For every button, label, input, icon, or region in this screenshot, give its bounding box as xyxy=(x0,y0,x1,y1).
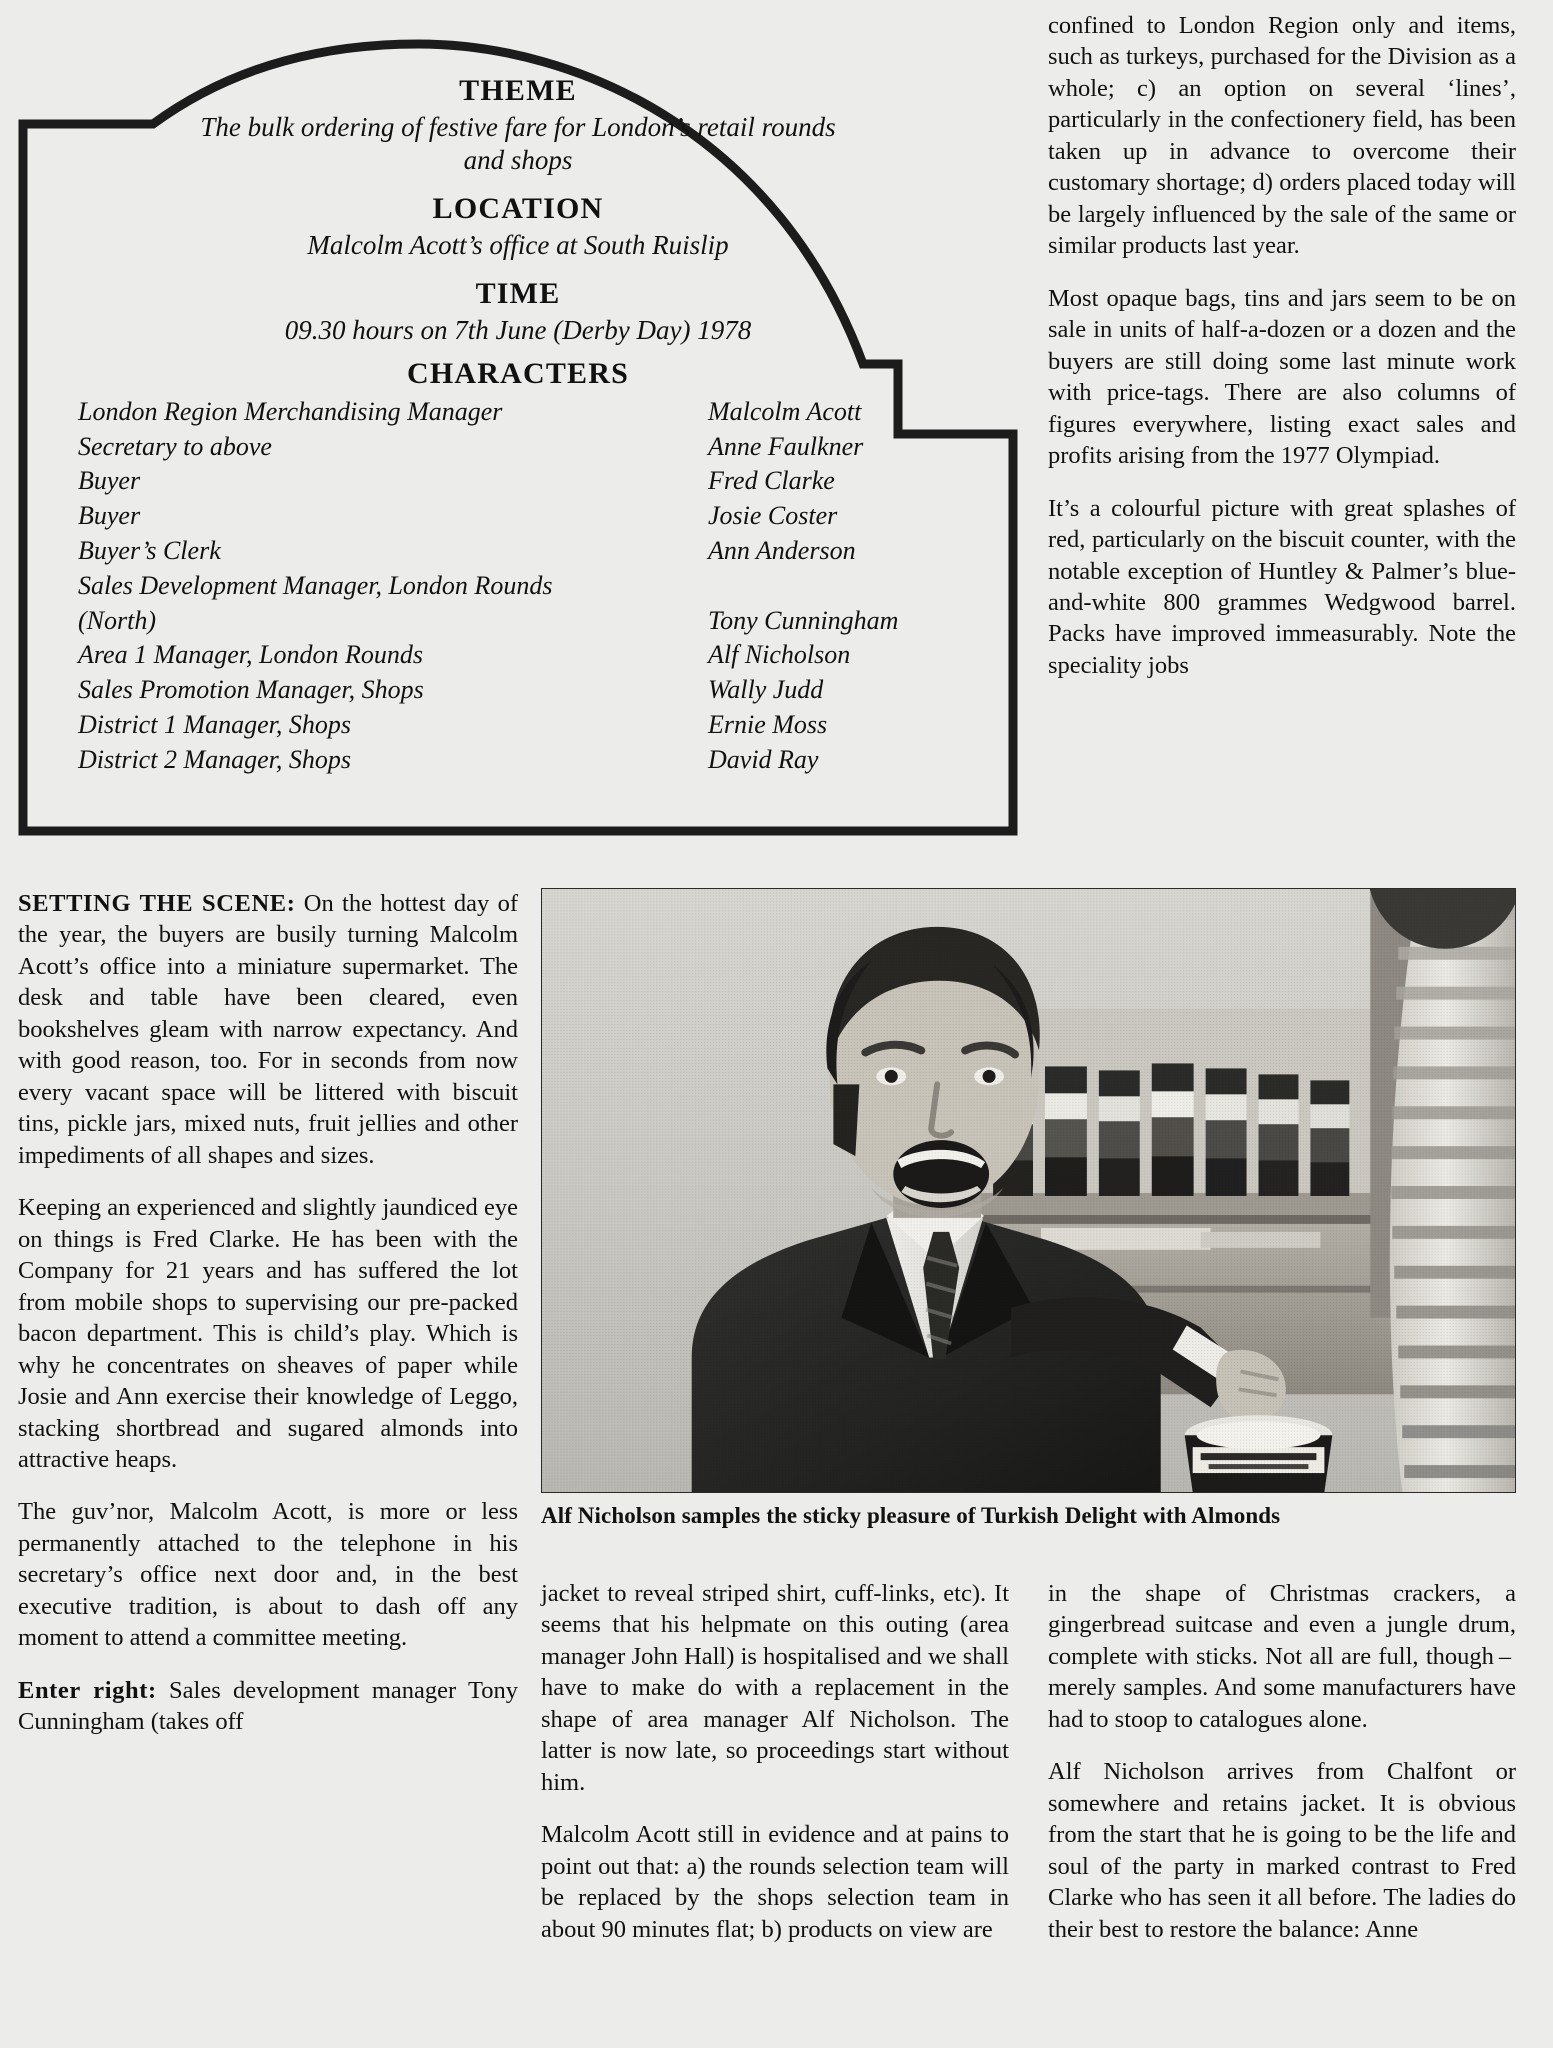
table-row xyxy=(78,395,958,430)
table-row xyxy=(78,708,958,743)
paragraph: Malcolm Acott still in evidence and at pains to point out that: a) the rounds selection team will be replaced by the shops selection team in about 90 minutes flat; b) products on view are xyxy=(541,1821,1009,1943)
playbill-box xyxy=(18,14,1018,836)
character-role: Area 1 Manager, London Rounds xyxy=(78,640,423,670)
location-text: Malcolm Acott’s office at South Ruislip xyxy=(307,229,729,260)
photo-caption: Alf Nicholson samples the sticky pleasure of Turkish Delight with Almonds xyxy=(541,1503,1281,1528)
paragraph: in the shape of Christmas crackers, a gingerbread suitcase and even a jungle drum, complete with sticks. Not all are full, though – merely samples. And some manufacturers have had to stoop to catalogues alone. xyxy=(1048,1580,1516,1733)
characters-heading: CHARACTERS xyxy=(406,356,630,390)
character-role: Secretary to above xyxy=(78,431,272,461)
photograph xyxy=(541,888,1516,1493)
paragraph: The guv’nor, Malcolm Acott, is more or less permanently attached to the telephone in his secretary’s office next door and, in the best executive tradition, is about to dash off any moment to attend a committee meeting. xyxy=(18,1498,518,1652)
photo-block xyxy=(541,888,1516,1530)
table-row xyxy=(78,743,958,778)
theme-heading: THEME xyxy=(459,74,577,107)
paragraph: jacket to reveal striped shirt, cuff-links, etc). It seems that his helpmate on this outing (area manager John Hall) is hospitalised and we shall have to make do with a replacement in the shape of area manager Alf Nicholson. The latter is now late, so proceedings start without him. xyxy=(541,1580,1009,1796)
table-row xyxy=(78,604,958,639)
character-role: (North) xyxy=(78,605,156,635)
character-role: Sales Development Manager, London Rounds xyxy=(78,570,553,600)
character-name: Fred Clarke xyxy=(708,466,835,496)
paragraph-setting-the-scene xyxy=(18,888,518,1171)
paragraph: Alf Nicholson arrives from Chalfont or somewhere and retains jacket. It is obvious from the start that he is going to be the life and soul of the party in marked contrast to Fred Clarke who has seen it all before. The ladies do their best to restore the balance: Anne xyxy=(1048,1758,1516,1943)
time-text: 09.30 hours on 7th June (Derby Day) 1978 xyxy=(284,314,752,345)
table-row xyxy=(78,638,958,673)
character-name: Tony Cunningham xyxy=(708,605,899,635)
lead-in-label-2: Enter right: xyxy=(18,1676,157,1704)
character-name: Anne Faulkner xyxy=(708,431,864,461)
bottom-right-column xyxy=(1048,1578,1516,1945)
character-role: Buyer xyxy=(78,466,141,496)
paragraph: It’s a colourful picture with great splashes of red, particularly on the biscuit counter, with the notable exception of Huntley & Palmer’s blue-and-white 800 grammes Wedgwood barrel. Packs have improved immeasurably. Note the speciality jobs xyxy=(1048,494,1516,679)
character-name: Malcolm Acott xyxy=(708,396,862,426)
top-section xyxy=(0,0,1553,860)
characters-table-body xyxy=(78,395,958,778)
left-column xyxy=(18,888,518,1738)
table-row xyxy=(78,464,958,499)
lead-in-text-2: Sales development manager Tony Cunningham (takes off xyxy=(18,1676,518,1736)
time-heading: TIME xyxy=(475,276,561,310)
table-row xyxy=(78,430,958,465)
paragraph-enter-right xyxy=(18,1675,518,1738)
character-role: District 2 Manager, Shops xyxy=(78,744,351,774)
paragraph: Keeping an experienced and slightly jaundiced eye on things is Fred Clarke. He has been with the Company for 21 years and has suffered the lot from mobile shops to supervising our pre-packed bacon department. This is child’s play. Which is why he concentrates on sheaves of paper while Josie and Ann exercise their knowledge of Leggo, stacking shortbread and sugared almonds into attractive heaps. xyxy=(18,1194,518,1473)
top-right-column xyxy=(1048,10,1516,681)
character-name: Wally Judd xyxy=(708,675,824,705)
theme-text: The bulk ordering of festive fare for London’s retail rounds and shops xyxy=(200,112,836,175)
lead-in-text: On the hottest day of the year, the buyers are busily turning Malcolm Acott’s office into a miniature supermarket. The desk and table have been cleared, even bookshelves gleam with narrow expectancy. And with good reason, too. For in seconds from now every vacant space will be littered with biscuit tins, pickle jars, mixed nuts, fruit jellies and other impediments of all shapes and sizes. xyxy=(18,890,518,1169)
table-row xyxy=(78,499,958,534)
character-name: David Ray xyxy=(708,744,819,774)
character-name: Ernie Moss xyxy=(708,709,828,739)
paragraph: Most opaque bags, tins and jars seem to be on sale in units of half-a-dozen or a dozen and the buyers are still doing some last minute work with price-tags. There are also columns of figures everywhere, listing exact sales and profits arising from the 1977 Olympiad. xyxy=(1048,284,1516,470)
table-row xyxy=(78,534,958,569)
photograph-illustration xyxy=(542,889,1515,1492)
table-row xyxy=(78,673,958,708)
character-name: Ann Anderson xyxy=(708,535,856,565)
character-name: Alf Nicholson xyxy=(708,640,851,670)
character-role: Buyer’s Clerk xyxy=(78,535,221,565)
character-role: Sales Promotion Manager, Shops xyxy=(78,675,424,705)
location-heading: LOCATION xyxy=(432,191,604,225)
character-role: London Region Merchandising Manager xyxy=(78,396,503,426)
character-name: Josie Coster xyxy=(708,501,838,531)
playbill-content xyxy=(18,14,1018,836)
character-name xyxy=(708,569,958,604)
lead-in-label: SETTING THE SCENE: xyxy=(18,890,296,917)
character-role: District 1 Manager, Shops xyxy=(78,709,351,739)
table-row xyxy=(78,569,958,604)
paragraph: confined to London Region only and items, such as turkeys, purchased for the Division as a whole; c) an option on several ‘lines’, particularly in the confectionery field, has been taken up in advance to overcome their customary shortage; d) orders placed today will be largely influenced by the sale of the same or similar products last year. xyxy=(1048,12,1516,260)
characters-table xyxy=(78,395,958,778)
bottom-middle-column xyxy=(541,1578,1009,1945)
character-role: Buyer xyxy=(78,501,141,531)
